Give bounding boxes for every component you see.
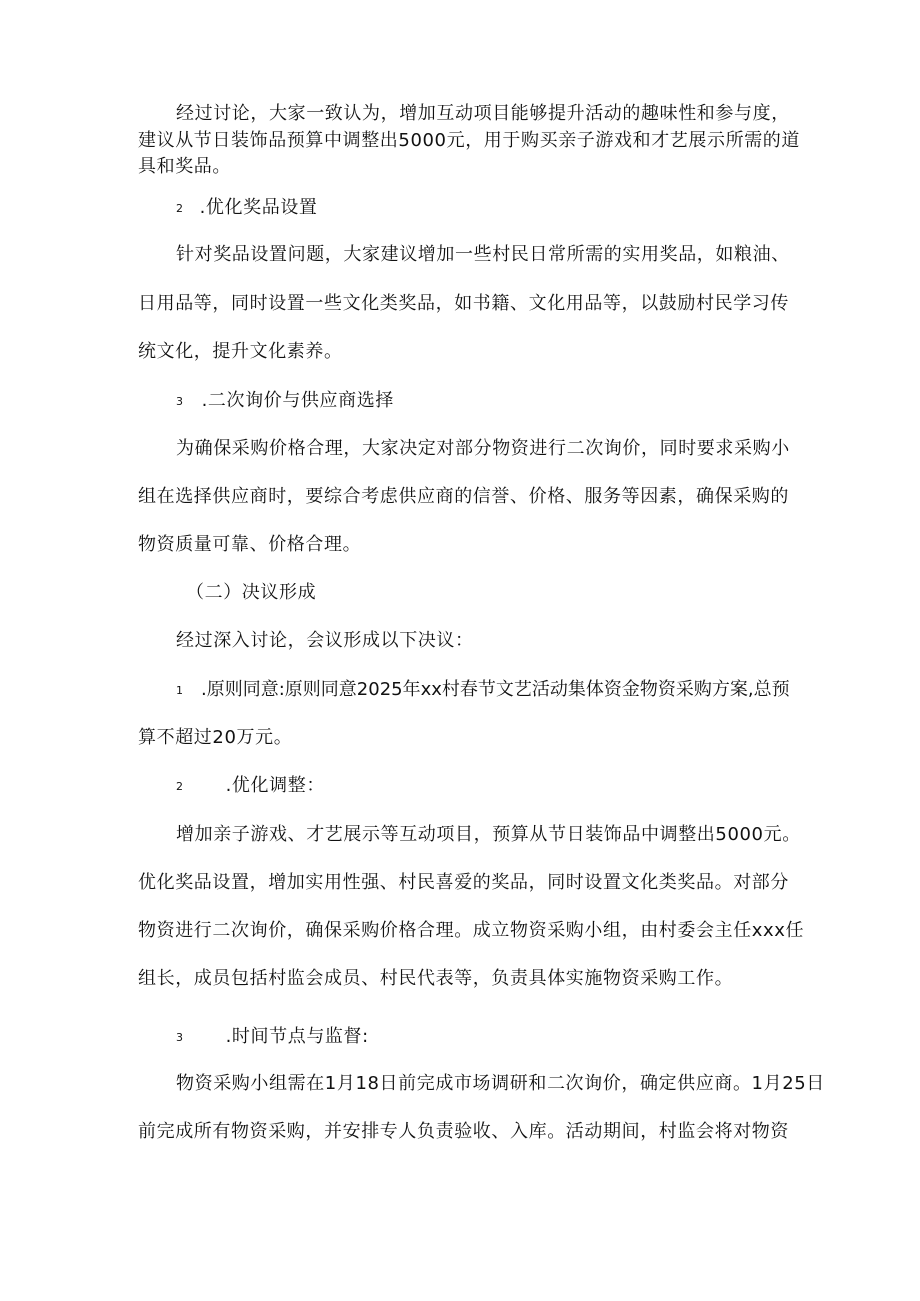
paragraph-3-line-3: 物资质量可靠、价格合理。 (138, 534, 362, 555)
heading-text: .二次询价与供应商选择 (201, 390, 394, 411)
resolution-2-line-1: 增加亲子游戏、才艺展示等互动项目，预算从节日装饰品中调整出5000元。 (176, 824, 801, 845)
resolution-1-text: .原则同意:原则同意2025年xx村春节文艺活动集体资金物资采购方案,总预 (201, 679, 790, 700)
resolution-2-line-3: 物资进行二次询价，确保采购价格合理。成立物资采购小组，由村委会主任xxx任 (138, 920, 805, 941)
resolution-number: 1 (176, 684, 183, 697)
resolution-3-heading-text: .时间节点与监督: (225, 1026, 369, 1047)
heading-optimize-prizes (176, 196, 318, 221)
paragraph-3-line-2: 组在选择供应商时，要综合考虑供应商的信誉、价格、服务等因素，确保采购的 (138, 486, 789, 507)
heading-second-inquiry (176, 389, 394, 414)
paragraph-1-line-2: 建议从节日装饰品预算中调整出5000元，用于购买亲子游戏和才艺展示所需的道 (138, 130, 801, 151)
paragraph-4: 经过深入讨论，会议形成以下决议： (176, 630, 474, 651)
paragraph-2-line-2: 日用品等，同时设置一些文化类奖品，如书籍、文化用品等，以鼓励村民学习传 (138, 293, 789, 314)
resolution-1-line-1 (176, 678, 790, 703)
resolution-2-heading-text: .优化调整： (225, 775, 325, 796)
resolution-3-line-1: 物资采购小组需在1月18日前完成市场调研和二次询价，确定供应商。1月25日 (176, 1073, 825, 1094)
heading-number: 3 (176, 395, 184, 408)
resolution-2-heading (176, 774, 325, 799)
resolution-2-line-2: 优化奖品设置，增加实用性强、村民喜爱的奖品，同时设置文化类奖品。对部分 (138, 872, 789, 893)
paragraph-2-line-3: 统文化，提升文化素养。 (138, 341, 343, 362)
resolution-number: 2 (176, 780, 184, 793)
paragraph-2-line-1: 针对奖品设置问题，大家建议增加一些村民日常所需的实用奖品，如粮油、 (176, 244, 790, 265)
resolution-1-line-2: 算不超过20万元。 (138, 727, 293, 748)
resolution-number: 3 (176, 1031, 184, 1044)
paragraph-3-line-1: 为确保采购价格合理，大家决定对部分物资进行二次询价，同时要求采购小 (176, 438, 790, 459)
paragraph-1-line-3: 具和奖品。 (138, 156, 231, 177)
resolution-3-line-2: 前完成所有物资采购，并安排专人负责验收、入库。活动期间，村监会将对物资 (138, 1121, 789, 1142)
paragraph-1-line-1: 经过讨论，大家一致认为，增加互动项目能够提升活动的趣味性和参与度， (176, 103, 790, 124)
heading-number: 2 (176, 202, 184, 215)
resolution-3-heading (176, 1025, 369, 1050)
heading-text: .优化奖品设置 (199, 197, 318, 218)
section-heading-resolution: （二）决议形成 (186, 582, 317, 603)
resolution-2-line-4: 组长，成员包括村监会成员、村民代表等，负责具体实施物资采购工作。 (138, 968, 734, 989)
